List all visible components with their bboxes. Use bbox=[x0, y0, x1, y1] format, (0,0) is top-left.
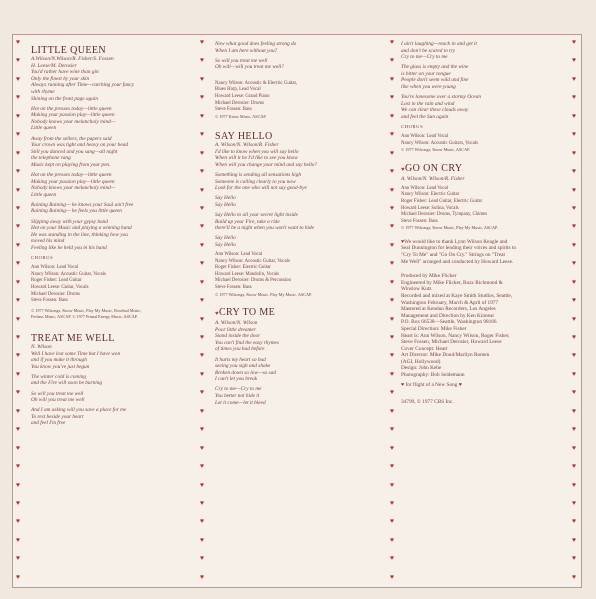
heart-icon: ♥ bbox=[571, 240, 577, 249]
musician-credits: Nancy Wilson: Acoustic & Electric Guitar, Blues Harp, Lead Vocal Howard Leese: Grand Piano Michael Derosier: Drums Steve Fossen: Bass bbox=[215, 80, 298, 113]
lyric-verse: Well I have lost some Time but I have won and if you make it through You know you've just begun bbox=[31, 350, 121, 370]
heart-icon: ♥ bbox=[571, 443, 577, 452]
copyright-notice: © 1977 Wilsongs, Know Music, Play My Music, ASCAP. bbox=[401, 225, 498, 231]
heart-icon: ♥ bbox=[389, 517, 395, 526]
heart-icon: ♥ bbox=[389, 369, 395, 378]
heart-icon: ♥ bbox=[15, 259, 21, 268]
heart-icon: ♥ bbox=[199, 240, 205, 249]
heart-icon: ♥ bbox=[389, 56, 395, 65]
songwriter-credits: N. Wilson bbox=[31, 344, 52, 350]
heart-icon: ♥ bbox=[571, 572, 577, 581]
heart-icon: ♥ bbox=[571, 351, 577, 360]
heart-icon: ♥ bbox=[15, 148, 21, 157]
heart-icon: ♥ bbox=[389, 240, 395, 249]
heart-icon: ♥ bbox=[15, 38, 21, 46]
heart-icon: ♥ bbox=[15, 351, 21, 360]
heart-icon: ♥ bbox=[15, 406, 21, 415]
production-credits: Produced by Mike Flicker Engineered by Mike Flicker, Buzz Richmond & Winslow Kutz Recorded and mixed at Kaye Smith Studios, Seattle, Washington February, March & April of 1977 Mastered at Kendun Recorders, Los Angeles Management and Direction by Ken Kinnear P.O. Box 66538—Seattle, Washington 98166 Special Direction: Mike Fisher Heart is: Ann Wilson, Nancy Wilson, Roger Fisher, Steve Fossen, Michael Derosier, Howard Leese Cover Concept: Heart Art Director: Mike Doud/Marilyn Romen (AGI, Hollywood) Design: John Kehe Photography: Bob Seidemann bbox=[401, 273, 513, 379]
heart-icon: ♥ bbox=[199, 425, 205, 434]
heart-icon: ♥ bbox=[15, 535, 21, 544]
heart-icon: ♥ bbox=[199, 462, 205, 471]
heart-icon: ♥ bbox=[15, 296, 21, 305]
heart-icon: ♥ bbox=[199, 148, 205, 157]
heart-icon: ♥ bbox=[389, 554, 395, 563]
lyric-verse: Say Hello to all your secret light inside Build up your Fire, take a ride there'll be a night when you won't want to hide bbox=[215, 212, 315, 232]
heart-icon: ♥ bbox=[199, 56, 205, 65]
fight-note: ♥ for flight of a New Song ♥ bbox=[401, 382, 462, 389]
heart-icon: ♥ bbox=[15, 222, 21, 231]
heart-icon: ♥ bbox=[389, 296, 395, 305]
heart-border-left bbox=[13, 35, 23, 585]
chorus-label: CHORUS bbox=[31, 255, 54, 261]
heart-icon: ♥ bbox=[389, 572, 395, 581]
heart-icon: ♥ bbox=[15, 554, 21, 563]
heart-icon: ♥ bbox=[571, 130, 577, 139]
heart-icon: ♥ bbox=[571, 388, 577, 397]
heart-icon: ♥ bbox=[389, 425, 395, 434]
heart-icon: ♥ bbox=[15, 314, 21, 323]
lyric-verse: So will you treat me well Oh will—will you treat me well? bbox=[215, 57, 284, 71]
heart-icon: ♥ bbox=[389, 277, 395, 286]
heart-icon: ♥ bbox=[199, 296, 205, 305]
heart-icon: ♥ bbox=[15, 111, 21, 120]
heart-icon: ♥ bbox=[389, 203, 395, 212]
lyric-verse: Poor little dreamer Stand inside the door You can't find the easy rhymes of times you had before bbox=[215, 326, 279, 353]
lyrics-column-1 bbox=[31, 41, 193, 427]
heart-icon: ♥ bbox=[15, 462, 21, 471]
heart-icon: ♥ bbox=[571, 462, 577, 471]
heart-icon: ♥ bbox=[199, 351, 205, 360]
lyric-verse: So will you treat me well Oh will you treat me well bbox=[31, 390, 85, 404]
lyrics-column-2 bbox=[215, 41, 383, 406]
heart-icon: ♥ bbox=[15, 167, 21, 176]
copyright-notice: © 1977 Know Music, ASCAP. bbox=[215, 113, 267, 119]
heart-icon: ♥ bbox=[199, 130, 205, 139]
songwriter-credits: A. Wilson/N. Wilson/R. Fisher bbox=[215, 142, 279, 149]
heart-icon: ♥ bbox=[199, 443, 205, 452]
heart-icon: ♥ bbox=[571, 425, 577, 434]
heart-icon: ♥ bbox=[15, 93, 21, 102]
heart-icon: ♥ bbox=[199, 93, 205, 102]
heart-icon: ♥ bbox=[215, 311, 219, 318]
heart-icon: ♥ bbox=[571, 222, 577, 231]
copyright-notice: © 1977 Wilsongs, Know Music, ASCAP. bbox=[401, 147, 471, 153]
musician-credits: Ann Wilson: Lead Vocal Nancy Wilson: Electric Guitar Roger Fisher: Lead Guitar, Electric Guitar Howard Leese: Solina, Vocals Michael Derosier: Drums, Tympany, Chimes Steve Fossen: Bass bbox=[401, 185, 488, 224]
heart-icon: ♥ bbox=[389, 406, 395, 415]
heart-icon: ♥ bbox=[571, 296, 577, 305]
heart-icon: ♥ bbox=[389, 130, 395, 139]
heart-icon: ♥ bbox=[571, 480, 577, 489]
heart-icon: ♥ bbox=[389, 498, 395, 507]
chorus-label: CHORUS bbox=[401, 124, 424, 130]
heart-icon: ♥ bbox=[571, 554, 577, 563]
heart-icon: ♥ bbox=[389, 351, 395, 360]
heart-icon: ♥ bbox=[571, 74, 577, 83]
heart-icon: ♥ bbox=[389, 167, 395, 176]
heart-icon: ♥ bbox=[15, 498, 21, 507]
heart-icon: ♥ bbox=[199, 74, 205, 83]
musician-credits: Ann Wilson: Lead Vocal Nancy Wilson: Acoustic Guitar, Vocals Roger Fisher: Electric Guitar Howard Leese: Mandolin, Vocals Michael Derosier: Drums & Percussion Steve Fossen: Bass bbox=[215, 252, 291, 291]
heart-icon: ♥ bbox=[15, 240, 21, 249]
heart-icon: ♥ bbox=[389, 333, 395, 341]
heart-icon: ♥ bbox=[389, 222, 395, 231]
lyric-verse: You're lonesome over a stormy Ocean Lost in the rain and wind We can clear these clouds away and feel the Sun again bbox=[401, 94, 482, 120]
heart-icon: ♥ bbox=[571, 498, 577, 507]
heart-icon: ♥ bbox=[571, 406, 577, 415]
heart-icon: ♥ bbox=[15, 56, 21, 65]
song-title-say-hello: SAY HELLO bbox=[215, 131, 273, 143]
heart-border-right bbox=[569, 35, 579, 585]
lyric-verse: The glass is empty and the wine is bitter on your tongue People don't seem wild and fine like when you were young bbox=[401, 64, 469, 91]
lyric-verse: And I am asking will you save a place for me To rest beside your heart and feel I'm free bbox=[31, 407, 127, 427]
songwriter-credits: A. Wilson/N. Wilson bbox=[215, 320, 258, 327]
heart-icon: ♥ bbox=[199, 203, 205, 212]
heart-icon: ♥ bbox=[389, 462, 395, 471]
heart-icon: ♥ bbox=[15, 203, 21, 212]
musician-credits: Ann Wilson: Lead Vocal Nancy Wilson: Acoustic Guitars, Vocals bbox=[401, 134, 478, 146]
heart-icon: ♥ bbox=[571, 369, 577, 378]
heart-icon: ♥ bbox=[15, 369, 21, 378]
heart-icon: ♥ bbox=[389, 111, 395, 120]
heart-icon: ♥ bbox=[199, 314, 205, 323]
lyric-verse: The winter cold is coming and the Fire will soon be burning bbox=[31, 373, 103, 387]
heart-icon: ♥ bbox=[199, 185, 205, 194]
heart-icon: ♥ bbox=[15, 333, 21, 341]
heart-icon: ♥ bbox=[15, 443, 21, 452]
heart-border-divider-2 bbox=[387, 35, 397, 585]
heart-icon: ♥ bbox=[389, 148, 395, 157]
heart-icon: ♥ bbox=[571, 259, 577, 268]
heart-icon: ♥ bbox=[199, 111, 205, 120]
heart-icon: ♥ bbox=[571, 203, 577, 212]
lyric-verse: I ain't laughing—reach in and get it and don't be scared to try Cry to me—Cry to me bbox=[401, 41, 477, 61]
heart-icon: ♥ bbox=[199, 259, 205, 268]
lyric-verse: Away from the sellers, the papers said Your crown was tight and heavy on your head Still you danced and you sang—all night the telephone rang Music kept on playing from your pen. bbox=[31, 135, 129, 168]
heart-icon: ♥ bbox=[199, 572, 205, 581]
heart-border-divider-1 bbox=[197, 35, 207, 585]
songwriter-credits: A. Wilson/N. Wilson/R. Fisher bbox=[401, 175, 465, 182]
heart-icon: ♥ bbox=[199, 498, 205, 507]
heart-icon: ♥ bbox=[199, 480, 205, 489]
heart-icon: ♥ bbox=[389, 480, 395, 489]
lyric-verse: Slipping away with your gypsy band Hot on your Music and playing a winning hand He was standing in the line, thinking how you moved his mind Feeling like he held you in his hand bbox=[31, 218, 132, 251]
heart-icon: ♥ bbox=[389, 93, 395, 102]
heart-icon: ♥ bbox=[199, 38, 205, 46]
heart-icon: ♥ bbox=[15, 388, 21, 397]
song-title-treat-me-well: TREAT ME WELL bbox=[31, 333, 115, 344]
heart-icon: ♥ bbox=[389, 388, 395, 397]
lyric-verse: You'd rather have wine than gin Only the finest by your skin Always running after Time—catching your fancy with rhyme Shining on the front page again bbox=[31, 69, 135, 102]
heart-icon: ♥ bbox=[571, 185, 577, 194]
lyric-verse: Say Hello Say Hello bbox=[215, 235, 236, 248]
heart-icon: ♥ bbox=[571, 111, 577, 120]
song-title-little-queen: LITTLE QUEEN bbox=[31, 45, 107, 56]
lyric-verse: Raining Raining— he knows your Soul ain't free Raining Raining— he feels you little queen bbox=[31, 201, 134, 215]
song-title-go-on-cry: ♥GO ON CRY bbox=[401, 162, 463, 174]
songwriter-credits: A.Wilson/N.Wilson/R. Fisher/S. Fossen H. Leese/M. Derosier bbox=[31, 56, 114, 69]
song-title-cry-to-me: ♥CRY TO ME bbox=[215, 307, 276, 319]
heart-icon: ♥ bbox=[389, 38, 395, 46]
heart-icon: ♥ bbox=[389, 185, 395, 194]
lyric-verse: Say Hello Say Hello bbox=[215, 195, 236, 208]
heart-icon: ♥ bbox=[199, 388, 205, 397]
musician-credits: Ann Wilson: Lead Vocal Nancy Wilson: Acoustic Guitar, Vocals Roger Fisher: Lead Guitar Howard Leese: Guitar, Vocals Michael Derosier: Drums Steve Fossen: Bass bbox=[31, 265, 106, 304]
heart-icon: ♥ bbox=[15, 572, 21, 581]
catalog-number: 34799, © 1977 CBS Inc. bbox=[401, 398, 454, 405]
heart-icon: ♥ bbox=[199, 222, 205, 231]
heart-icon: ♥ bbox=[571, 148, 577, 157]
heart-icon: ♥ bbox=[389, 74, 395, 83]
heart-icon: ♥ bbox=[199, 535, 205, 544]
heart-icon: ♥ bbox=[571, 535, 577, 544]
heart-icon: ♥ bbox=[15, 517, 21, 526]
heart-icon: ♥ bbox=[389, 443, 395, 452]
heart-icon: ♥ bbox=[15, 74, 21, 83]
lyric-verse: Hot on the presses today—little queen Making your passion play—little queen Nobody knows your melancholy mind— Little queen bbox=[31, 172, 116, 198]
lyric-verse: Cry to me—Cry to me You better not hide it Let it come—let it bleed bbox=[215, 386, 266, 406]
lyric-verse: Hot on the presses today—little queen Making your passion play—little queen Nobody knows your melancholy mind— Little queen bbox=[31, 105, 116, 132]
heart-icon: ♥ bbox=[571, 314, 577, 323]
heart-icon: ♥ bbox=[199, 517, 205, 526]
heart-icon: ♥ bbox=[401, 166, 405, 173]
heart-icon: ♥ bbox=[199, 277, 205, 286]
heart-icon: ♥ bbox=[571, 517, 577, 526]
heart-icon: ♥ bbox=[199, 167, 205, 176]
heart-icon: ♥ bbox=[571, 93, 577, 102]
lyric-verse: It hurts my heart so bad seeing you sigh and shake Broken down so low—so sad I can't let you break bbox=[215, 356, 277, 383]
heart-icon: ♥ bbox=[15, 480, 21, 489]
copyright-notice: © 1977 Wilsongs, Know Music, Play My Music, ASCAP. bbox=[215, 291, 312, 297]
heart-icon: ♥ bbox=[199, 554, 205, 563]
heart-icon: ♥ bbox=[571, 167, 577, 176]
copyright-notice: © 1977 Wilsongs, Know Music, Play My Music, Rosebud Music, Ferbass Music, ASCAP. © 1977 Primal Energy Music, ASCAP. bbox=[31, 308, 142, 319]
heart-icon: ♥ bbox=[389, 259, 395, 268]
heart-icon: ♥ bbox=[199, 369, 205, 378]
heart-icon: ♥ bbox=[199, 406, 205, 415]
heart-icon: ♥ bbox=[389, 535, 395, 544]
heart-icon: ♥ bbox=[15, 425, 21, 434]
heart-icon: ♥ bbox=[571, 333, 577, 341]
thanks-note: ♥We would like to thank Lynn Wilson Keagle and Seal Dunnington for lending their voices and spirits to "Cry To Me" and "Go On Cry." Strings on "Treat Me Well" arranged and conducted by Howard Leese. bbox=[401, 238, 517, 265]
heart-icon: ♥ bbox=[571, 277, 577, 286]
heart-icon: ♥ bbox=[571, 38, 577, 46]
lyric-panel bbox=[12, 34, 582, 588]
heart-icon: ♥ bbox=[15, 130, 21, 139]
heart-icon: ♥ bbox=[15, 277, 21, 286]
heart-icon: ♥ bbox=[389, 314, 395, 323]
heart-icon: ♥ bbox=[15, 185, 21, 194]
lyric-verse: Now what good does feeling strong do When I am here without you? bbox=[215, 41, 297, 54]
lyric-verse: Something is sending all sensations high Someone is calling clearly to you now Look for the one who will not say good-bye bbox=[215, 172, 307, 192]
lyric-verse: I'd like to know when you will say hello When will it be I'd like to see you know When will you change your mind and say hello? bbox=[215, 148, 318, 169]
heart-icon: ♥ bbox=[571, 56, 577, 65]
heart-icon: ♥ bbox=[199, 333, 205, 341]
lyrics-column-3 bbox=[401, 41, 566, 405]
